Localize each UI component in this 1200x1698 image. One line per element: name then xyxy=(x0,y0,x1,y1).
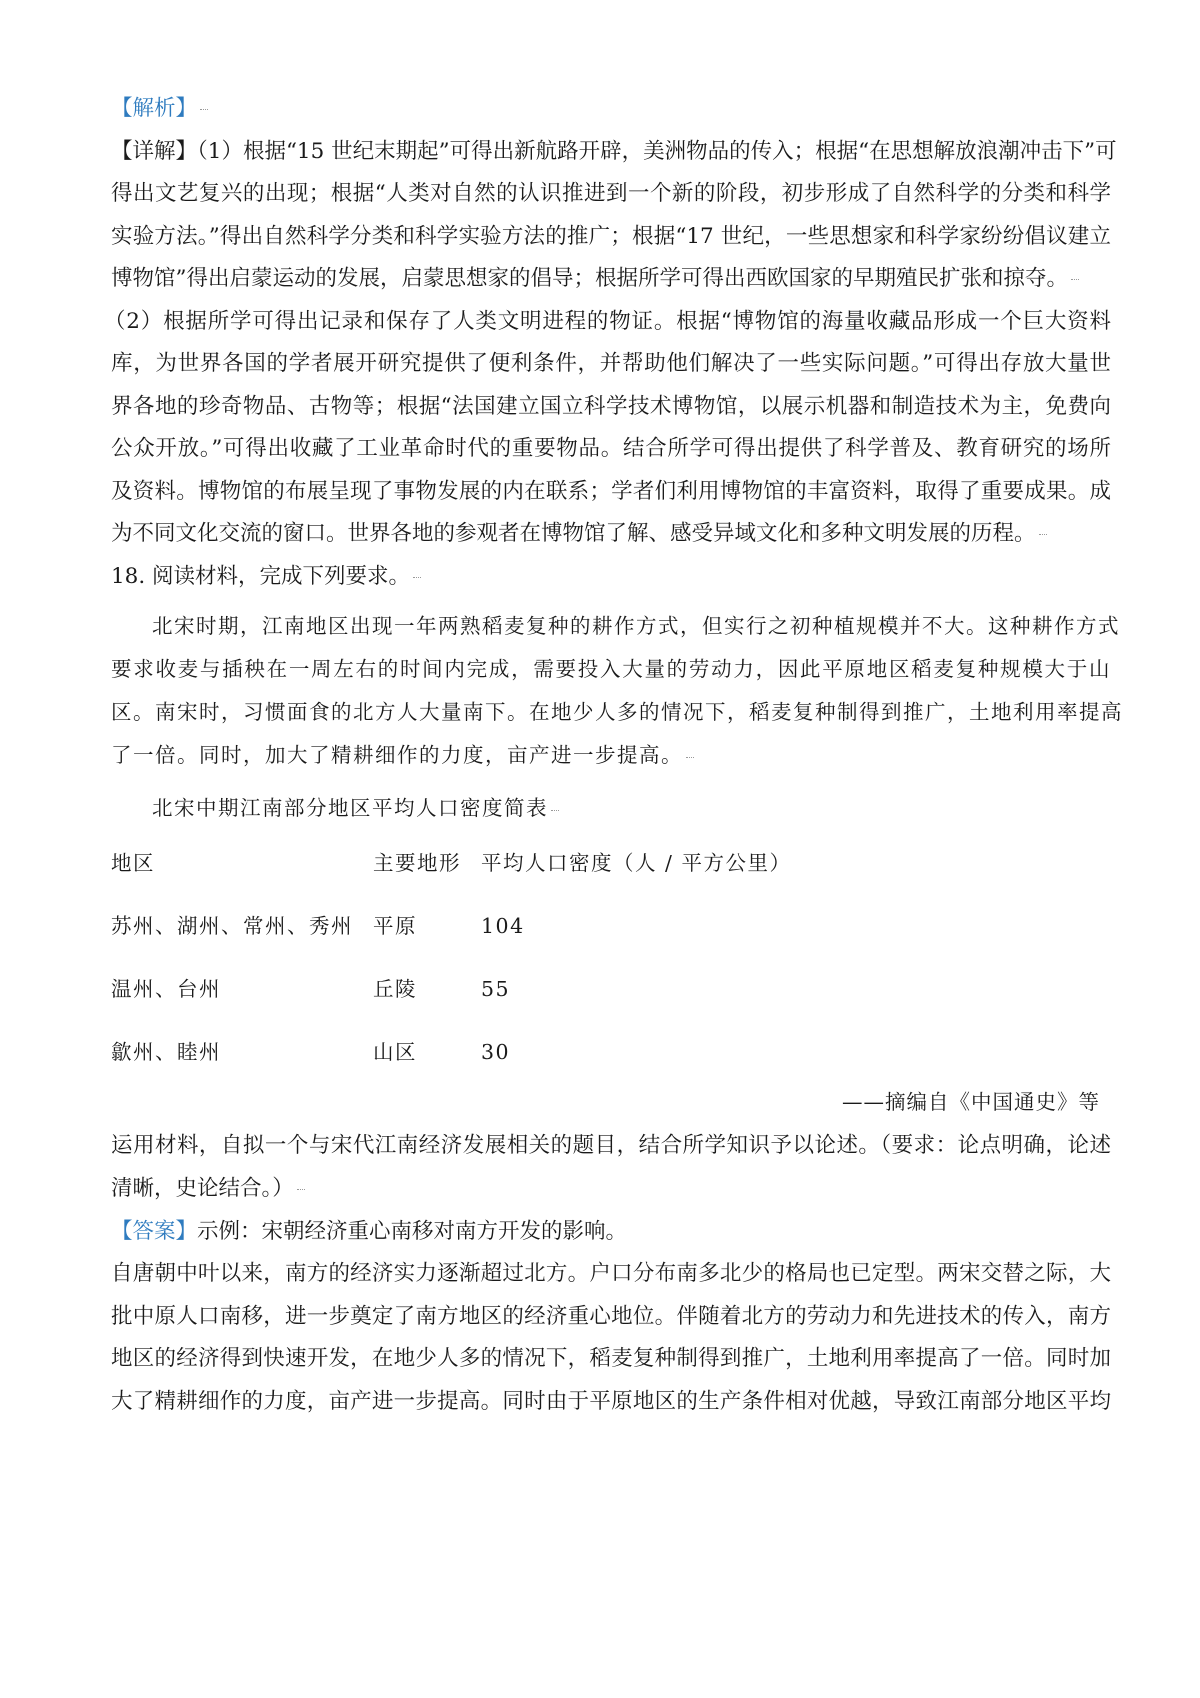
question-18-heading xyxy=(111,566,1111,588)
material-line-3: 区。南宋时，习惯面食的北方人大量南下。在地少人多的情况下，稻麦复种制得到推广，土地利用率提高 xyxy=(111,700,1123,724)
task-line-2 xyxy=(111,1178,1111,1200)
table-header-terrain: 主要地形 xyxy=(373,851,461,875)
paragraph-mark xyxy=(297,1188,305,1190)
table-title xyxy=(152,798,1152,819)
analysis-heading xyxy=(111,98,1111,120)
detail-text-1: （1）根据“15 世纪末期起”可得出新航路开辟，美洲物品的传入；根据“在思想解放浪潮冲击下”可 xyxy=(197,139,1117,164)
table-cell-terrain: 丘陵 xyxy=(373,977,417,1001)
detail-text-4: 博物馆”得出启蒙运动的发展，启蒙思想家的倡导；根据所学可得出西欧国家的早期殖民扩张和掠夺。 xyxy=(111,266,1068,291)
detail-part2-text-6: 为不同文化交流的窗口。世界各地的参观者在博物馆了解、感受异域文化和多种文明发展的历程。 xyxy=(111,521,1036,546)
table-cell-region: 苏州、湖州、常州、秀州 xyxy=(111,914,353,938)
detail-line-2: 得出文艺复兴的出现；根据“人类对自然的认识推进到一个新的阶段，初步形成了自然科学的分类和科学 xyxy=(111,181,1111,206)
material-source: ——摘编自《中国通史》等 xyxy=(842,1090,1100,1114)
table-cell-terrain: 山区 xyxy=(373,1040,417,1064)
paragraph-mark xyxy=(686,756,694,758)
detail-part2-line-2: 库，为世界各国的学者展开研究提供了便利条件，并帮助他们解决了一些实际问题。”可得出存放大量世 xyxy=(111,351,1111,376)
detail-line-3: 实验方法。”得出自然科学分类和科学实验方法的推广；根据“17 世纪，一些思想家和科学家纷纷倡议建立 xyxy=(111,224,1111,249)
table-cell-region: 歙州、睦州 xyxy=(111,1040,221,1064)
detail-label: 【详解】 xyxy=(111,139,198,164)
task-text-2: 清晰，史论结合。） xyxy=(111,1176,294,1201)
detail-line-4 xyxy=(111,268,1111,290)
detail-part2-line-1: （2）根据所学可得出记录和保存了人类文明进程的物证。根据“博物馆的海量收藏品形成一个巨大资料 xyxy=(104,309,1111,334)
paragraph-mark xyxy=(1071,278,1079,280)
detail-part2-line-5: 及资料。博物馆的布展呈现了事物发展的内在联系；学者们利用博物馆的丰富资料，取得了重要成果。成 xyxy=(111,479,1111,504)
answer-heading xyxy=(111,1221,1111,1243)
paragraph-mark xyxy=(1039,533,1047,535)
table-title-text: 北宋中期江南部分地区平均人口密度简表 xyxy=(152,796,548,820)
answer-line-2: 批中原人口南移，进一步奠定了南方地区的经济重心地位。伴随着北方的劳动力和先进技术的传入，南方 xyxy=(111,1304,1111,1329)
detail-line-1 xyxy=(111,139,1117,164)
material-line-1: 北宋时期，江南地区出现一年两熟稻麦复种的耕作方式，但实行之初种植规模并不大。这种耕作方式 xyxy=(152,614,1120,638)
paragraph-mark xyxy=(413,576,421,578)
table-cell-region: 温州、台州 xyxy=(111,977,221,1001)
detail-part2-line-4: 公众开放。”可得出收藏了工业革命时代的重要物品。结合所学可得出提供了科学普及、教育研究的场所 xyxy=(111,436,1111,461)
material-line-4 xyxy=(111,745,1111,766)
table-cell-terrain: 平原 xyxy=(373,914,417,938)
answer-example: 示例：宋朝经济重心南移对南方开发的影响。 xyxy=(197,1219,628,1244)
question-18-text: 18. 阅读材料，完成下列要求。 xyxy=(111,564,411,589)
answer-label: 【答案】 xyxy=(111,1219,198,1244)
answer-line-1: 自唐朝中叶以来，南方的经济实力逐渐超过北方。户口分布南多北少的格局也已定型。两宋交替之际，大 xyxy=(111,1261,1111,1286)
detail-part2-line-3: 界各地的珍奇物品、古物等；根据“法国建立国立科学技术博物馆，以展示机器和制造技术为主，免费向 xyxy=(111,394,1111,419)
table-header-region: 地区 xyxy=(111,851,155,875)
analysis-label: 【解析】 xyxy=(111,96,198,121)
material-text-4: 了一倍。同时，加大了精耕细作的力度，亩产进一步提高。 xyxy=(111,743,683,767)
task-line-1: 运用材料，自拟一个与宋代江南经济发展相关的题目，结合所学知识予以论述。（要求：论点明确，论述 xyxy=(111,1133,1111,1158)
paragraph-mark xyxy=(200,108,208,110)
table-header-density: 平均人口密度（人 / 平方公里） xyxy=(481,851,792,875)
table-cell-density: 30 xyxy=(481,1040,511,1064)
answer-line-4: 大了精耕细作的力度，亩产进一步提高。同时由于平原地区的生产条件相对优越，导致江南部分地区平均 xyxy=(111,1389,1111,1414)
table-cell-density: 104 xyxy=(481,914,525,938)
table-cell-density: 55 xyxy=(481,977,511,1001)
answer-line-3: 地区的经济得到快速开发，在地少人多的情况下，稻麦复种制得到推广，土地利用率提高了一倍。同时加 xyxy=(111,1346,1111,1371)
material-line-2: 要求收麦与插秧在一周左右的时间内完成，需要投入大量的劳动力，因此平原地区稻麦复种规模大于山 xyxy=(111,657,1111,681)
detail-part2-line-6 xyxy=(111,523,1111,545)
paragraph-mark xyxy=(551,809,559,811)
